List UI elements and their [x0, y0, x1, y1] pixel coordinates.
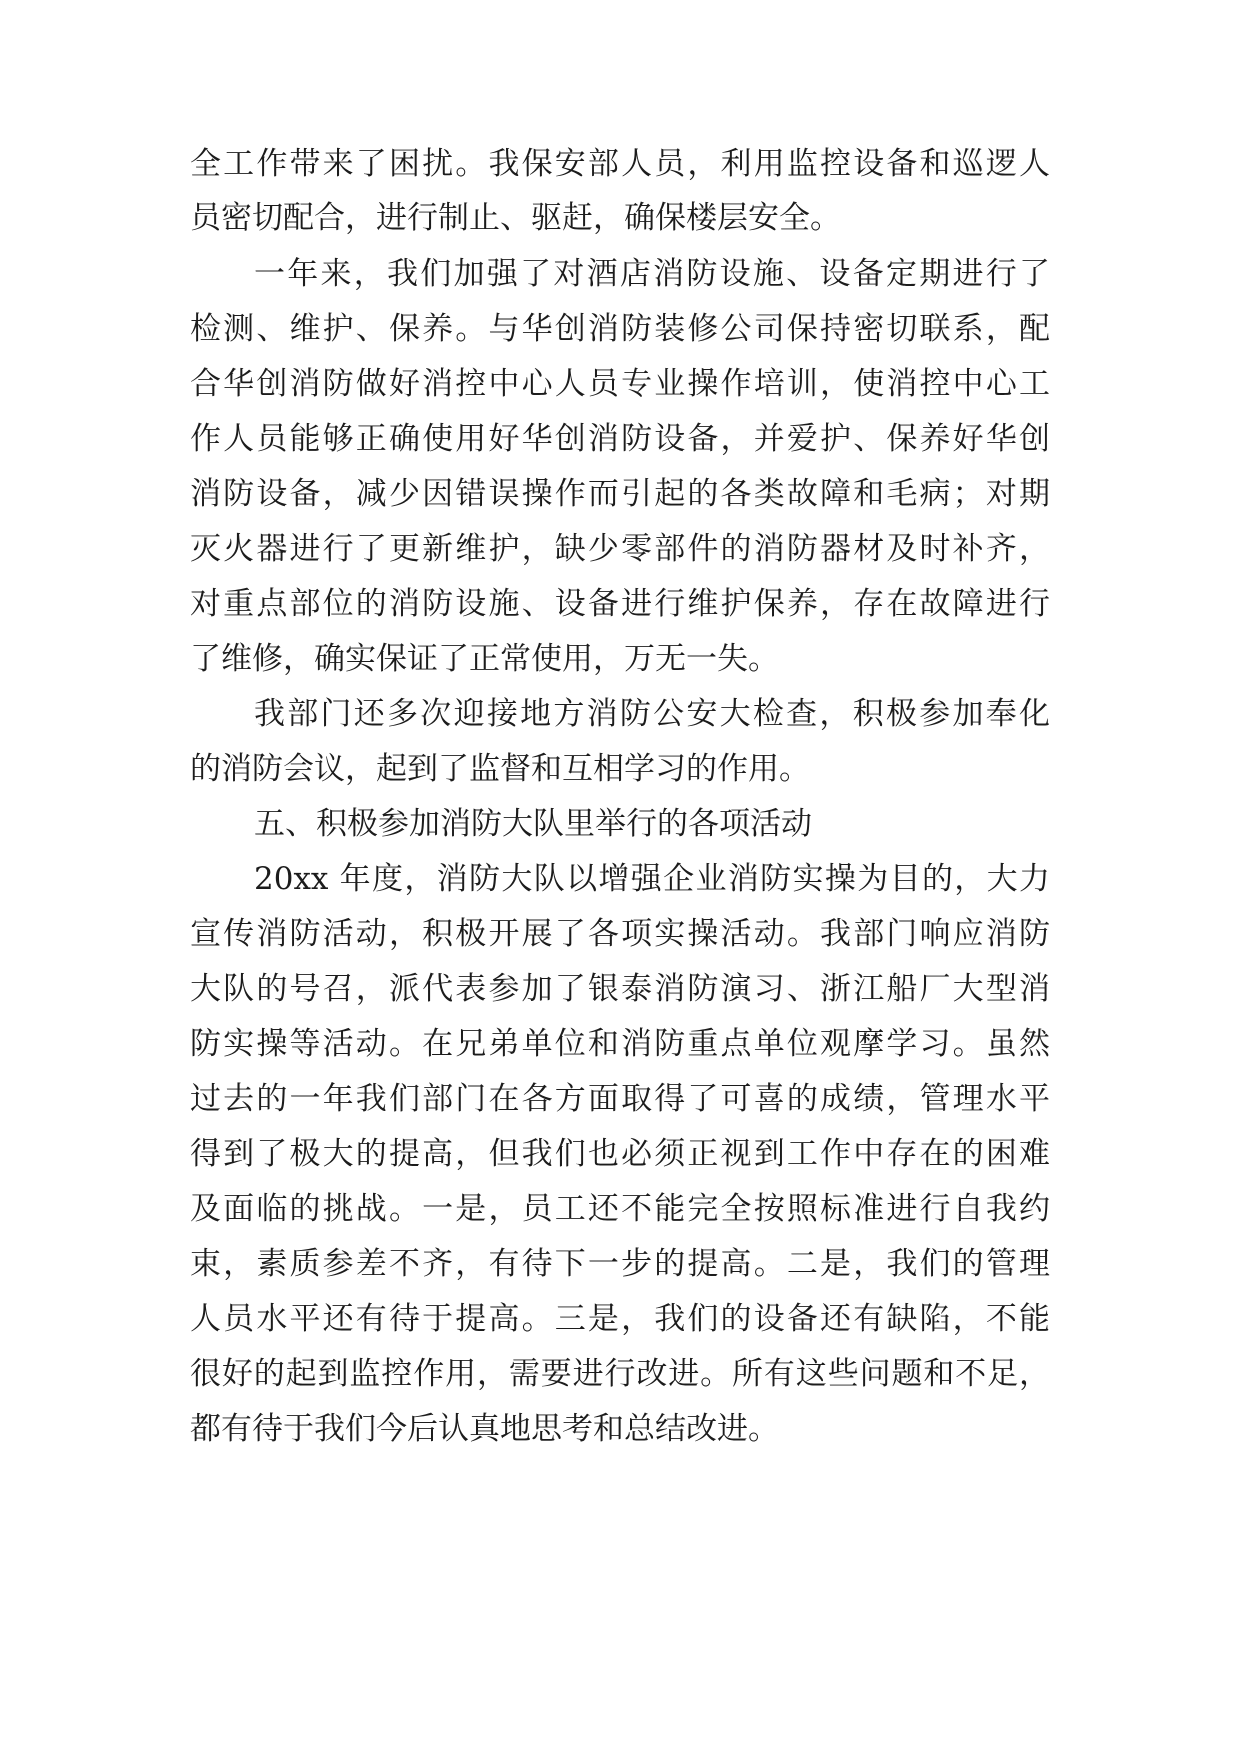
text-line: 宣传消防活动，积极开展了各项实操活动。我部门响应消防: [190, 916, 1050, 952]
text-line: 灭火器进行了更新维护，缺少零部件的消防器材及时补齐，: [190, 531, 1050, 567]
text-line: 了维修，确实保证了正常使用，万无一失。: [190, 641, 779, 677]
text-line: 作人员能够正确使用好华创消防设备，并爱护、保养好华创: [190, 421, 1050, 457]
text-line: 对重点部位的消防设施、设备进行维护保养，存在故障进行: [190, 586, 1050, 622]
paragraph-start-line: 一年来，我们加强了对酒店消防设施、设备定期进行了: [254, 256, 1050, 292]
text-line: 的消防会议，起到了监督和互相学习的作用。: [190, 751, 810, 787]
text-line: 及面临的挑战。一是，员工还不能完全按照标准进行自我约: [190, 1191, 1050, 1227]
text-line: 检测、维护、保养。与华创消防装修公司保持密切联系，配: [190, 311, 1050, 347]
section-heading: 五、积极参加消防大队里举行的各项活动: [254, 806, 812, 842]
text-line: 合华创消防做好消控中心人员专业操作培训，使消控中心工: [190, 366, 1050, 402]
text-line: 得到了极大的提高，但我们也必须正视到工作中存在的困难: [190, 1136, 1050, 1172]
text-line: 大队的号召，派代表参加了银泰消防演习、浙江船厂大型消: [190, 971, 1050, 1007]
text-line: 全工作带来了困扰。我保安部人员，利用监控设备和巡逻人: [190, 146, 1050, 182]
paragraph-start-line: 我部门还多次迎接地方消防公安大检查，积极参加奉化: [254, 696, 1050, 732]
text-line: 束，素质参差不齐，有待下一步的提高。二是，我们的管理: [190, 1246, 1050, 1282]
text-line: 消防设备，减少因错误操作而引起的各类故障和毛病；对期: [190, 476, 1050, 512]
text-line: 很好的起到监控作用，需要进行改进。所有这些问题和不足，: [190, 1356, 1050, 1392]
text-line: 都有待于我们今后认真地思考和总结改进。: [190, 1411, 779, 1447]
paragraph-start-line: 20xx 年度，消防大队以增强企业消防实操为目的，大力: [254, 861, 1050, 897]
text-line: 员密切配合，进行制止、驱赶，确保楼层安全。: [190, 200, 841, 236]
text-line: 防实操等活动。在兄弟单位和消防重点单位观摩学习。虽然: [190, 1026, 1050, 1062]
text-line: 人员水平还有待于提高。三是，我们的设备还有缺陷，不能: [190, 1301, 1050, 1337]
text-line: 过去的一年我们部门在各方面取得了可喜的成绩，管理水平: [190, 1081, 1050, 1117]
